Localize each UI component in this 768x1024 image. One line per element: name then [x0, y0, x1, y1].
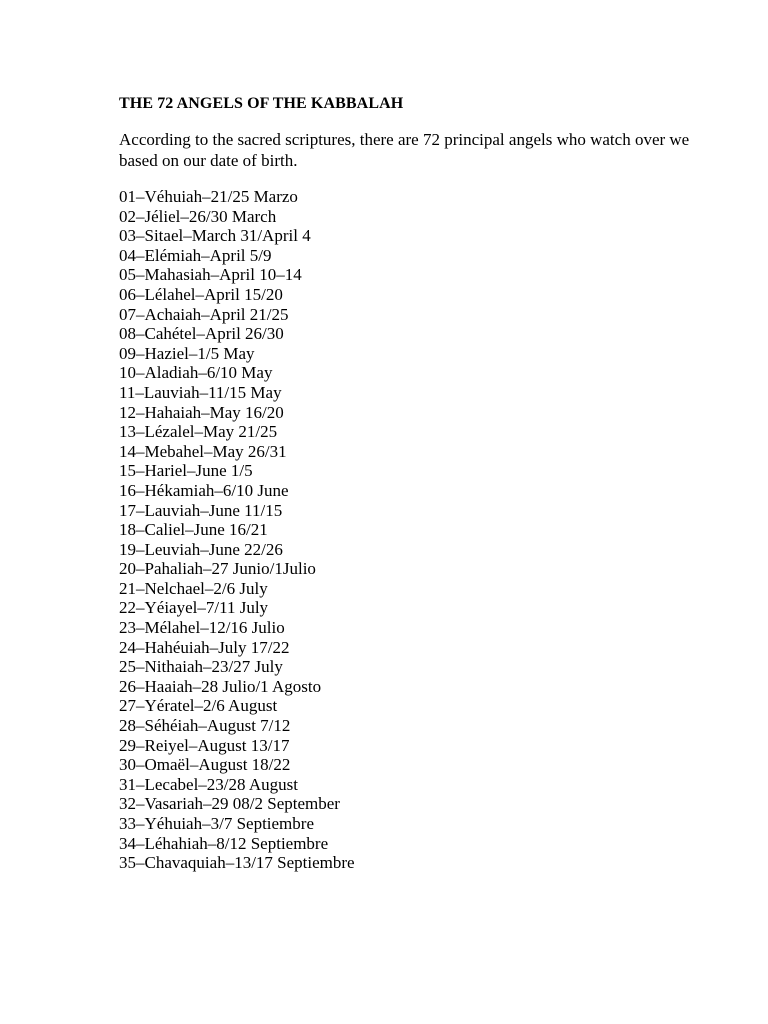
- angel-list-item: 15–Hariel–June 1/5: [119, 461, 253, 481]
- angel-list-item: 22–Yéiayel–7/11 July: [119, 598, 269, 618]
- angel-list-item: 33–Yéhuiah–3/7 Septiembre: [119, 814, 314, 833]
- angel-list: [119, 187, 719, 873]
- angel-list-item: 09–Haziel–1/5 May: [119, 343, 255, 363]
- intro-paragraph: According to the sacred scriptures, there are 72 principal angels who watch over we based on our date of birth.: [119, 130, 690, 170]
- angel-list-item: 32–Vasariah–29 08/2 September: [119, 794, 340, 814]
- angel-list-item: 01–Véhuiah–21/25 Marzo: [119, 187, 298, 206]
- angel-list-item: 07–Achaiah–April 21/25: [119, 304, 289, 324]
- angel-list-item: 34–Léhahiah–8/12 Septiembre: [119, 833, 329, 853]
- angel-list-item: 28–Séhéiah–August 7/12: [119, 716, 291, 736]
- angel-list-item: 05–Mahasiah–April 10–14: [119, 265, 302, 285]
- angel-list-item: 30–Omaël–August 18/22: [119, 755, 291, 775]
- angel-list-item: 14–Mebahel–May 26/31: [119, 441, 287, 461]
- angel-list-item: 16–Hékamiah–6/10 June: [119, 480, 289, 500]
- angel-list-item: 17–Lauviah–June 11/15: [119, 500, 283, 520]
- angel-list-item: 35–Chavaquiah–13/17 Septiembre: [119, 853, 355, 873]
- document-page: [119, 94, 719, 873]
- angel-list-item: 20–Pahaliah–27 Junio/1Julio: [119, 559, 316, 579]
- angel-list-item: 06–Lélahel–April 15/20: [119, 284, 283, 304]
- angel-list-item: 29–Reiyel–August 13/17: [119, 735, 290, 755]
- angel-list-item: 21–Nelchael–2/6 July: [119, 578, 268, 598]
- angel-list-item: 11–Lauviah–11/15 May: [119, 382, 282, 402]
- angel-list-item: 08–Cahétel–April 26/30: [119, 324, 284, 344]
- document-title: THE 72 ANGELS OF THE KABBALAH: [119, 95, 404, 112]
- angel-list-item: 03–Sitael–March 31/April 4: [119, 226, 311, 246]
- angel-list-item: 18–Caliel–June 16/21: [119, 520, 268, 540]
- angel-list-item: 12–Hahaiah–May 16/20: [119, 402, 284, 422]
- angel-list-item: 13–Lézalel–May 21/25: [119, 422, 278, 442]
- angel-list-item: 23–Mélahel–12/16 Julio: [119, 618, 285, 638]
- angel-list-item: 10–Aladiah–6/10 May: [119, 363, 273, 383]
- angel-list-item: 02–Jéliel–26/30 March: [119, 206, 277, 226]
- angel-list-item: 25–Nithaiah–23/27 July: [119, 657, 283, 677]
- angel-list-item: 26–Haaiah–28 Julio/1 Agosto: [119, 676, 322, 696]
- angel-list-item: 24–Hahéuiah–July 17/22: [119, 637, 290, 657]
- angel-list-item: 31–Lecabel–23/28 August: [119, 774, 298, 794]
- angel-list-item: 04–Elémiah–April 5/9: [119, 245, 272, 265]
- angel-list-item: 19–Leuviah–June 22/26: [119, 539, 283, 559]
- angel-list-item: 27–Yératel–2/6 August: [119, 696, 278, 716]
